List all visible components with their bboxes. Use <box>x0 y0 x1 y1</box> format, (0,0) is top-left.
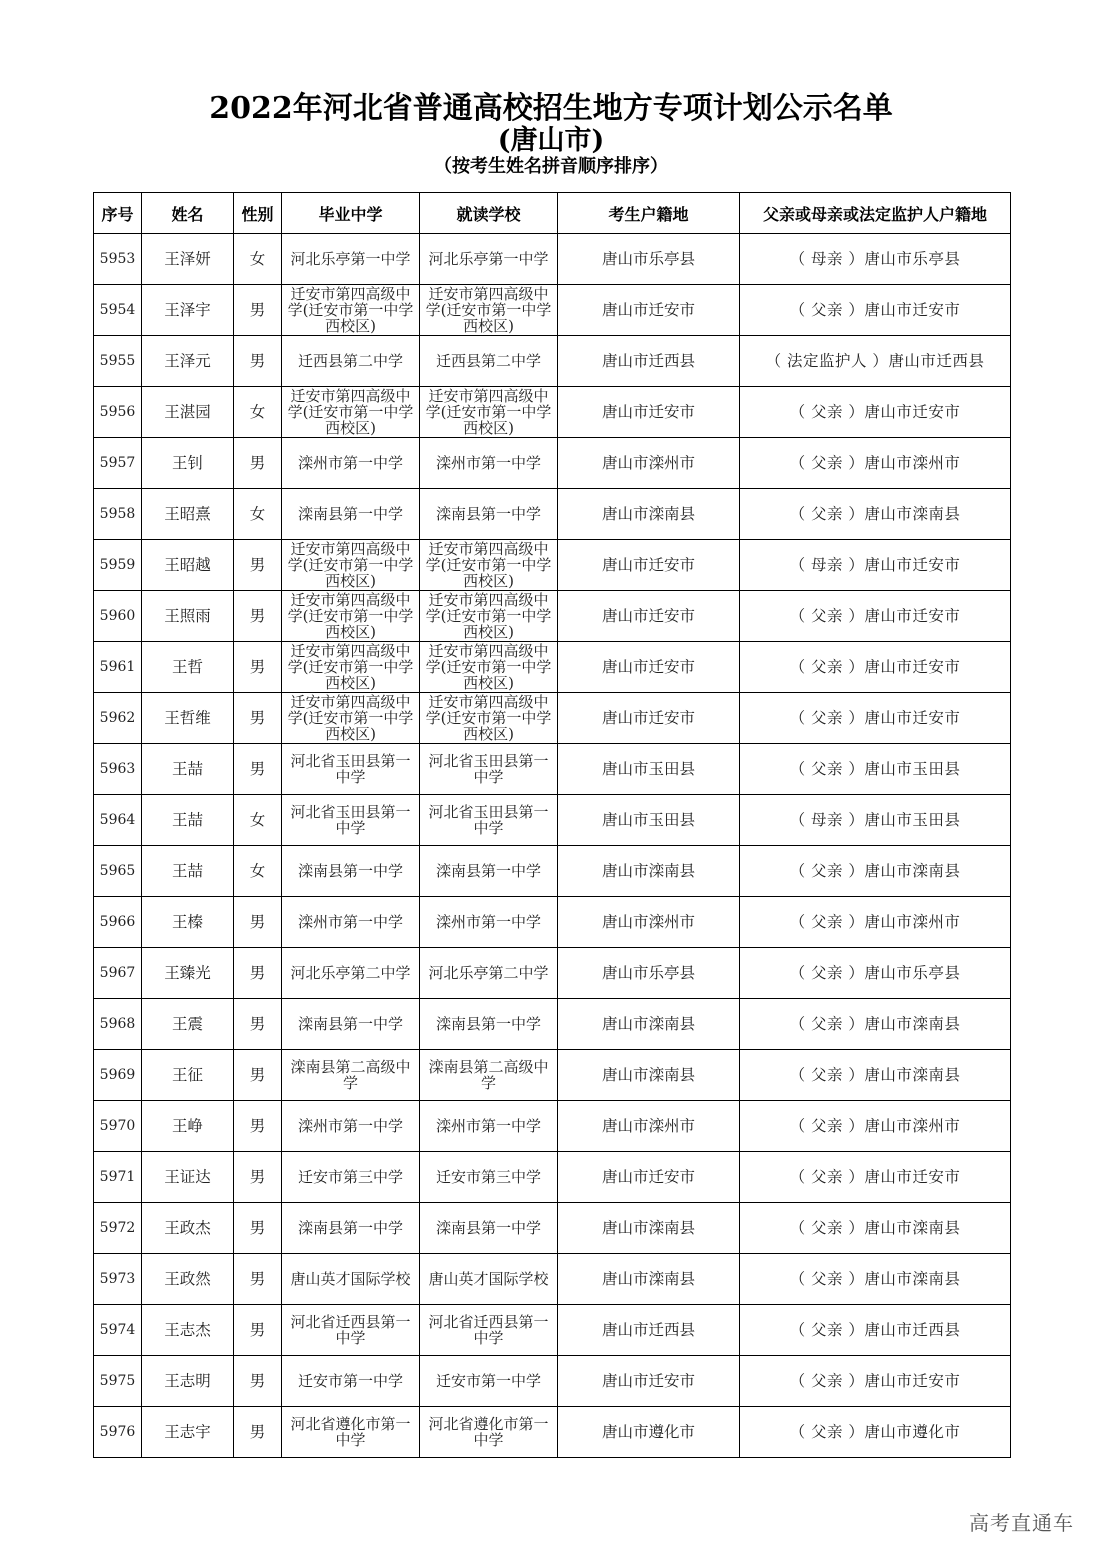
cell-name: 王昭越 <box>142 540 234 591</box>
cell-serial-number: 5954 <box>94 285 142 336</box>
table-row <box>94 999 1011 1050</box>
cell-serial-number: 5964 <box>94 795 142 846</box>
header-guardian-domicile: 父亲或母亲或法定监护人户籍地 <box>740 193 1011 234</box>
cell-current-school: 迁安市第四高级中学(迁安市第一中学西校区) <box>420 693 558 744</box>
cell-serial-number: 5966 <box>94 897 142 948</box>
cell-gender: 男 <box>234 1101 282 1152</box>
header-gender: 性别 <box>234 193 282 234</box>
header-current-school: 就读学校 <box>420 193 558 234</box>
cell-gender: 男 <box>234 693 282 744</box>
cell-name: 王泽元 <box>142 336 234 387</box>
cell-guardian-domicile: （ 父亲 ）唐山市滦南县 <box>740 999 1011 1050</box>
header-serial-number: 序号 <box>94 193 142 234</box>
watermark-text: 高考直通车 <box>969 1511 1074 1535</box>
table-row <box>94 693 1011 744</box>
cell-serial-number: 5953 <box>94 234 142 285</box>
cell-graduation-school: 滦州市第一中学 <box>282 897 420 948</box>
cell-guardian-domicile: （ 父亲 ）唐山市遵化市 <box>740 1407 1011 1458</box>
cell-serial-number: 5971 <box>94 1152 142 1203</box>
table-row <box>94 1152 1011 1203</box>
cell-guardian-domicile: （ 父亲 ）唐山市滦州市 <box>740 897 1011 948</box>
cell-gender: 男 <box>234 744 282 795</box>
cell-name: 王泽宇 <box>142 285 234 336</box>
cell-serial-number: 5955 <box>94 336 142 387</box>
cell-current-school: 河北乐亭第一中学 <box>420 234 558 285</box>
cell-guardian-domicile: （ 父亲 ）唐山市玉田县 <box>740 744 1011 795</box>
cell-serial-number: 5967 <box>94 948 142 999</box>
table-row <box>94 1203 1011 1254</box>
table-row <box>94 285 1011 336</box>
cell-name: 王喆 <box>142 744 234 795</box>
cell-graduation-school: 滦州市第一中学 <box>282 438 420 489</box>
cell-gender: 男 <box>234 1305 282 1356</box>
table-row <box>94 1407 1011 1458</box>
cell-student-domicile: 唐山市滦南县 <box>558 999 740 1050</box>
cell-current-school: 迁安市第四高级中学(迁安市第一中学西校区) <box>420 387 558 438</box>
cell-current-school: 迁安市第四高级中学(迁安市第一中学西校区) <box>420 642 558 693</box>
cell-guardian-domicile: （ 父亲 ）唐山市迁安市 <box>740 1356 1011 1407</box>
header-student-domicile: 考生户籍地 <box>558 193 740 234</box>
cell-current-school: 滦南县第二高级中学 <box>420 1050 558 1101</box>
cell-gender: 男 <box>234 1254 282 1305</box>
cell-current-school: 迁安市第一中学 <box>420 1356 558 1407</box>
cell-name: 王政杰 <box>142 1203 234 1254</box>
cell-guardian-domicile: （ 法定监护人 ）唐山市迁西县 <box>740 336 1011 387</box>
cell-guardian-domicile: （ 母亲 ）唐山市迁安市 <box>740 540 1011 591</box>
cell-graduation-school: 迁西县第二中学 <box>282 336 420 387</box>
cell-current-school: 滦州市第一中学 <box>420 438 558 489</box>
table-row <box>94 1050 1011 1101</box>
cell-guardian-domicile: （ 母亲 ）唐山市乐亭县 <box>740 234 1011 285</box>
cell-student-domicile: 唐山市乐亭县 <box>558 234 740 285</box>
header-name: 姓名 <box>142 193 234 234</box>
cell-serial-number: 5972 <box>94 1203 142 1254</box>
cell-student-domicile: 唐山市迁西县 <box>558 1305 740 1356</box>
cell-gender: 女 <box>234 489 282 540</box>
cell-current-school: 河北省迁西县第一中学 <box>420 1305 558 1356</box>
cell-name: 王志宇 <box>142 1407 234 1458</box>
cell-graduation-school: 滦州市第一中学 <box>282 1101 420 1152</box>
cell-guardian-domicile: （ 父亲 ）唐山市迁安市 <box>740 591 1011 642</box>
cell-guardian-domicile: （ 父亲 ）唐山市迁安市 <box>740 387 1011 438</box>
cell-serial-number: 5968 <box>94 999 142 1050</box>
cell-guardian-domicile: （ 父亲 ）唐山市滦州市 <box>740 438 1011 489</box>
cell-serial-number: 5975 <box>94 1356 142 1407</box>
cell-gender: 男 <box>234 1152 282 1203</box>
cell-graduation-school: 滦南县第一中学 <box>282 489 420 540</box>
table-row <box>94 642 1011 693</box>
cell-name: 王哲维 <box>142 693 234 744</box>
admission-list-table <box>93 192 1011 1458</box>
cell-name: 王钊 <box>142 438 234 489</box>
table-row <box>94 1356 1011 1407</box>
table-row <box>94 591 1011 642</box>
cell-current-school: 河北省玉田县第一中学 <box>420 795 558 846</box>
cell-guardian-domicile: （ 父亲 ）唐山市滦南县 <box>740 1050 1011 1101</box>
cell-guardian-domicile: （ 父亲 ）唐山市迁西县 <box>740 1305 1011 1356</box>
cell-current-school: 滦南县第一中学 <box>420 489 558 540</box>
table-row <box>94 846 1011 897</box>
table-row <box>94 1101 1011 1152</box>
cell-student-domicile: 唐山市迁安市 <box>558 540 740 591</box>
cell-graduation-school: 迁安市第四高级中学(迁安市第一中学西校区) <box>282 387 420 438</box>
cell-graduation-school: 唐山英才国际学校 <box>282 1254 420 1305</box>
cell-gender: 男 <box>234 591 282 642</box>
cell-student-domicile: 唐山市迁安市 <box>558 1152 740 1203</box>
cell-serial-number: 5960 <box>94 591 142 642</box>
cell-graduation-school: 河北省玉田县第一中学 <box>282 795 420 846</box>
cell-name: 王志明 <box>142 1356 234 1407</box>
cell-guardian-domicile: （ 父亲 ）唐山市迁安市 <box>740 693 1011 744</box>
table-row <box>94 744 1011 795</box>
table-row <box>94 540 1011 591</box>
cell-name: 王志杰 <box>142 1305 234 1356</box>
cell-student-domicile: 唐山市迁安市 <box>558 1356 740 1407</box>
cell-name: 王哲 <box>142 642 234 693</box>
cell-student-domicile: 唐山市玉田县 <box>558 795 740 846</box>
cell-graduation-school: 迁安市第四高级中学(迁安市第一中学西校区) <box>282 540 420 591</box>
cell-serial-number: 5956 <box>94 387 142 438</box>
table-row <box>94 489 1011 540</box>
cell-current-school: 滦州市第一中学 <box>420 897 558 948</box>
cell-graduation-school: 河北乐亭第二中学 <box>282 948 420 999</box>
cell-student-domicile: 唐山市滦州市 <box>558 897 740 948</box>
cell-name: 王照雨 <box>142 591 234 642</box>
cell-student-domicile: 唐山市迁安市 <box>558 285 740 336</box>
cell-student-domicile: 唐山市遵化市 <box>558 1407 740 1458</box>
cell-gender: 男 <box>234 285 282 336</box>
cell-student-domicile: 唐山市迁安市 <box>558 693 740 744</box>
cell-graduation-school: 河北乐亭第一中学 <box>282 234 420 285</box>
cell-current-school: 河北省遵化市第一中学 <box>420 1407 558 1458</box>
cell-current-school: 唐山英才国际学校 <box>420 1254 558 1305</box>
cell-guardian-domicile: （ 父亲 ）唐山市乐亭县 <box>740 948 1011 999</box>
cell-student-domicile: 唐山市乐亭县 <box>558 948 740 999</box>
cell-serial-number: 5957 <box>94 438 142 489</box>
cell-student-domicile: 唐山市迁安市 <box>558 642 740 693</box>
cell-student-domicile: 唐山市滦南县 <box>558 1050 740 1101</box>
cell-name: 王喆 <box>142 795 234 846</box>
cell-name: 王政然 <box>142 1254 234 1305</box>
cell-student-domicile: 唐山市迁西县 <box>558 336 740 387</box>
cell-guardian-domicile: （ 父亲 ）唐山市滦南县 <box>740 846 1011 897</box>
cell-gender: 男 <box>234 1407 282 1458</box>
cell-gender: 男 <box>234 1050 282 1101</box>
cell-current-school: 迁西县第二中学 <box>420 336 558 387</box>
table-row <box>94 336 1011 387</box>
cell-current-school: 滦南县第一中学 <box>420 1203 558 1254</box>
cell-current-school: 滦南县第一中学 <box>420 999 558 1050</box>
cell-gender: 男 <box>234 336 282 387</box>
cell-name: 王征 <box>142 1050 234 1101</box>
cell-serial-number: 5969 <box>94 1050 142 1101</box>
cell-serial-number: 5962 <box>94 693 142 744</box>
cell-serial-number: 5963 <box>94 744 142 795</box>
cell-gender: 男 <box>234 897 282 948</box>
table-row <box>94 795 1011 846</box>
cell-guardian-domicile: （ 父亲 ）唐山市滦州市 <box>740 1101 1011 1152</box>
cell-guardian-domicile: （ 父亲 ）唐山市滦南县 <box>740 489 1011 540</box>
cell-graduation-school: 滦南县第一中学 <box>282 999 420 1050</box>
cell-serial-number: 5976 <box>94 1407 142 1458</box>
cell-serial-number: 5958 <box>94 489 142 540</box>
document-subtitle: (唐山市) <box>497 125 605 156</box>
cell-current-school: 滦州市第一中学 <box>420 1101 558 1152</box>
cell-guardian-domicile: （ 父亲 ）唐山市滦南县 <box>740 1254 1011 1305</box>
cell-name: 王榛 <box>142 897 234 948</box>
table-row <box>94 897 1011 948</box>
cell-student-domicile: 唐山市滦南县 <box>558 1203 740 1254</box>
cell-graduation-school: 迁安市第四高级中学(迁安市第一中学西校区) <box>282 693 420 744</box>
table-row <box>94 948 1011 999</box>
cell-graduation-school: 河北省遵化市第一中学 <box>282 1407 420 1458</box>
cell-guardian-domicile: （ 父亲 ）唐山市迁安市 <box>740 1152 1011 1203</box>
cell-serial-number: 5974 <box>94 1305 142 1356</box>
cell-graduation-school: 迁安市第四高级中学(迁安市第一中学西校区) <box>282 285 420 336</box>
cell-student-domicile: 唐山市玉田县 <box>558 744 740 795</box>
cell-graduation-school: 迁安市第三中学 <box>282 1152 420 1203</box>
cell-gender: 女 <box>234 387 282 438</box>
cell-gender: 男 <box>234 1203 282 1254</box>
cell-current-school: 河北乐亭第二中学 <box>420 948 558 999</box>
cell-graduation-school: 迁安市第四高级中学(迁安市第一中学西校区) <box>282 642 420 693</box>
cell-graduation-school: 滦南县第二高级中学 <box>282 1050 420 1101</box>
cell-graduation-school: 滦南县第一中学 <box>282 846 420 897</box>
document-sort-note: （按考生姓名拼音顺序排序） <box>434 156 668 177</box>
cell-student-domicile: 唐山市迁安市 <box>558 591 740 642</box>
cell-serial-number: 5970 <box>94 1101 142 1152</box>
cell-gender: 男 <box>234 1356 282 1407</box>
cell-graduation-school: 河北省玉田县第一中学 <box>282 744 420 795</box>
cell-graduation-school: 迁安市第一中学 <box>282 1356 420 1407</box>
cell-student-domicile: 唐山市滦南县 <box>558 1254 740 1305</box>
cell-name: 王泽妍 <box>142 234 234 285</box>
cell-name: 王证达 <box>142 1152 234 1203</box>
cell-gender: 男 <box>234 438 282 489</box>
table-header-row <box>94 193 1011 234</box>
table-row <box>94 438 1011 489</box>
cell-current-school: 迁安市第三中学 <box>420 1152 558 1203</box>
cell-serial-number: 5965 <box>94 846 142 897</box>
cell-guardian-domicile: （ 父亲 ）唐山市迁安市 <box>740 642 1011 693</box>
cell-student-domicile: 唐山市滦南县 <box>558 846 740 897</box>
cell-student-domicile: 唐山市滦州市 <box>558 1101 740 1152</box>
cell-student-domicile: 唐山市滦南县 <box>558 489 740 540</box>
cell-name: 王喆 <box>142 846 234 897</box>
cell-gender: 女 <box>234 846 282 897</box>
table-row <box>94 387 1011 438</box>
cell-gender: 男 <box>234 999 282 1050</box>
cell-name: 王湛园 <box>142 387 234 438</box>
cell-student-domicile: 唐山市迁安市 <box>558 387 740 438</box>
cell-current-school: 滦南县第一中学 <box>420 846 558 897</box>
header-graduation-school: 毕业中学 <box>282 193 420 234</box>
cell-graduation-school: 迁安市第四高级中学(迁安市第一中学西校区) <box>282 591 420 642</box>
cell-name: 王震 <box>142 999 234 1050</box>
cell-graduation-school: 河北省迁西县第一中学 <box>282 1305 420 1356</box>
cell-name: 王峥 <box>142 1101 234 1152</box>
cell-current-school: 迁安市第四高级中学(迁安市第一中学西校区) <box>420 591 558 642</box>
cell-current-school: 迁安市第四高级中学(迁安市第一中学西校区) <box>420 285 558 336</box>
cell-graduation-school: 滦南县第一中学 <box>282 1203 420 1254</box>
cell-gender: 男 <box>234 642 282 693</box>
cell-serial-number: 5973 <box>94 1254 142 1305</box>
table-row <box>94 1305 1011 1356</box>
cell-guardian-domicile: （ 父亲 ）唐山市滦南县 <box>740 1203 1011 1254</box>
cell-gender: 女 <box>234 795 282 846</box>
cell-serial-number: 5959 <box>94 540 142 591</box>
cell-gender: 男 <box>234 948 282 999</box>
table-row <box>94 1254 1011 1305</box>
cell-serial-number: 5961 <box>94 642 142 693</box>
cell-current-school: 河北省玉田县第一中学 <box>420 744 558 795</box>
cell-guardian-domicile: （ 母亲 ）唐山市玉田县 <box>740 795 1011 846</box>
cell-gender: 男 <box>234 540 282 591</box>
cell-current-school: 迁安市第四高级中学(迁安市第一中学西校区) <box>420 540 558 591</box>
document-title: 2022年河北省普通高校招生地方专项计划公示名单 <box>209 91 893 126</box>
cell-gender: 女 <box>234 234 282 285</box>
cell-name: 王昭熹 <box>142 489 234 540</box>
table-row <box>94 234 1011 285</box>
table-body <box>94 234 1011 1458</box>
cell-student-domicile: 唐山市滦州市 <box>558 438 740 489</box>
cell-name: 王臻光 <box>142 948 234 999</box>
cell-guardian-domicile: （ 父亲 ）唐山市迁安市 <box>740 285 1011 336</box>
